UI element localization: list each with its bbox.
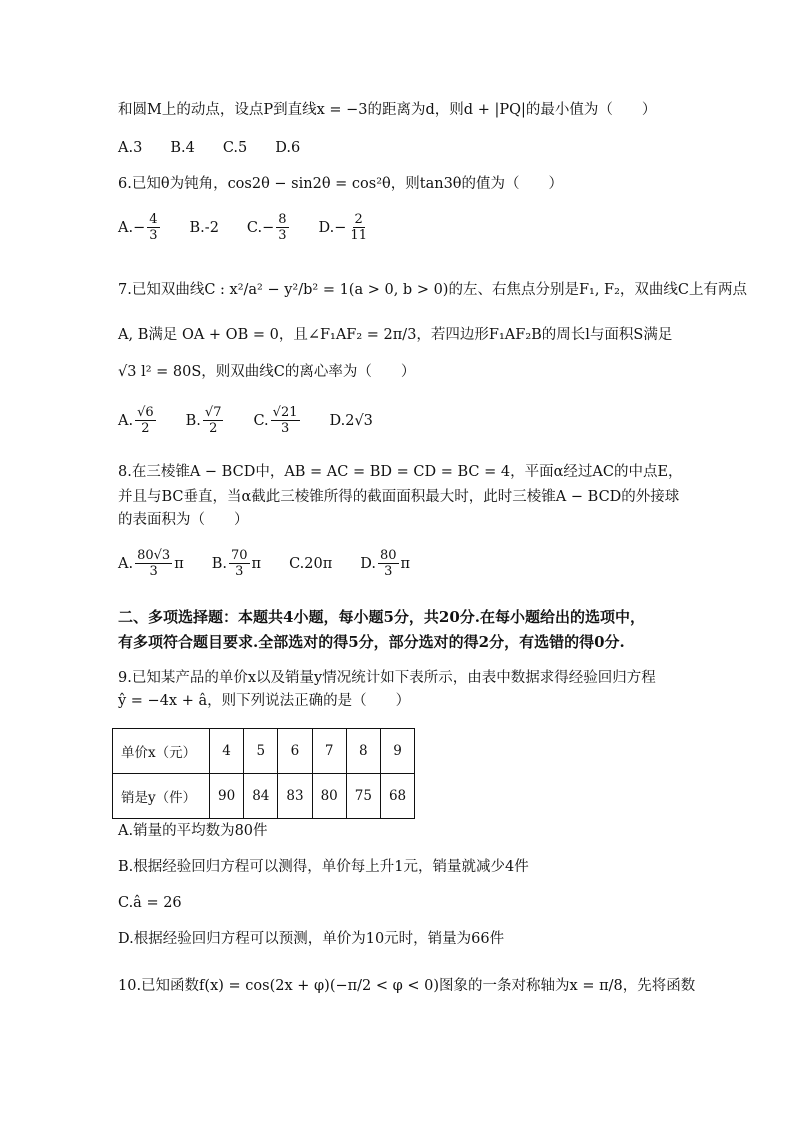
section-2-heading-line-1: 二、多项选择题：本题共4小题，每小题5分，共20分.在每小题给出的选项中，	[118, 608, 645, 626]
q6-stem: 6.已知θ为钝角，cos2θ − sin2θ = cos²θ，则tan3θ的值为（ ）	[118, 176, 564, 192]
q5-stem-continued: 和圆M上的动点，设点P到直线x = −3的距离为d，则d + |PQ|的最小值为（ ）	[118, 102, 657, 118]
q7-option-c: C. $\frac{√21}{3}$	[253, 405, 298, 436]
table-cell: 83	[278, 774, 312, 819]
table-cell: 80	[312, 774, 346, 819]
table-row	[113, 774, 415, 819]
q5-option-d: D.6	[275, 140, 301, 156]
q5-option-c: C.5	[222, 140, 248, 156]
q9-option-c: C.â = 26	[118, 895, 182, 911]
q8-option-b: B. $\frac{70}{3}$ π	[211, 548, 262, 579]
q7-option-a: A. $\frac{√6}{2}$	[118, 405, 154, 436]
q7-stem-line-2: A, B满足 OA + OB = 0，且∠F₁AF₂ = 2π/3，若四边形F₁AF₂B的周长l与面积S满足	[118, 327, 673, 343]
q9-stem-line-2: ŷ = −4x + â，则下列说法正确的是（ ）	[118, 693, 411, 709]
table-cell: 7	[312, 729, 346, 774]
table-cell: 5	[244, 729, 278, 774]
table-cell: 9	[380, 729, 414, 774]
q6-option-d: D. − $\frac{2}{11}$	[318, 212, 367, 243]
q7-stem-line-3: √3 l² = 80S，则双曲线C的离心率为（ ）	[118, 364, 416, 380]
q7-options	[118, 405, 401, 436]
q9-stem-line-1: 9.已知某产品的单价x以及销量y情况统计如下表所示，由表中数据求得经验回归方程	[118, 670, 656, 686]
q6-option-c: C. − $\frac{8}{3}$	[246, 212, 287, 243]
table-cell: 8	[346, 729, 380, 774]
q6-options	[118, 212, 399, 243]
q8-stem-line-1: 8.在三棱锥A − BCD中，AB = AC = BD = CD = BC = 4，平面α经过AC的中点E，	[118, 464, 683, 480]
price-sales-table	[112, 728, 415, 819]
q5-option-a: A.3	[118, 140, 143, 156]
q5-option-b: B.4	[170, 140, 195, 156]
table-row-header: 销是y（件）	[113, 774, 210, 819]
table-cell: 4	[210, 729, 244, 774]
q8-stem-line-2: 并且与BC垂直，当α截此三棱锥所得的截面面积最大时，此时三棱锥A − BCD的外接球	[118, 489, 680, 505]
q7-option-d: D. 2√3	[329, 412, 373, 429]
q6-option-a: A. − $\frac{4}{3}$	[118, 212, 158, 243]
table-cell: 84	[244, 774, 278, 819]
q6-option-b: B. -2	[189, 219, 219, 236]
table-row-header: 单价x（元）	[113, 729, 210, 774]
table-row	[113, 729, 415, 774]
q8-option-d: D. $\frac{80}{3}$ π	[360, 548, 411, 579]
q9-option-a: A.销量的平均数为80件	[118, 823, 268, 839]
section-2-heading-line-2: 有多项符合题目要求.全部选对的得5分，部分选对的得2分，有选错的得0分.	[118, 633, 625, 651]
q5-options	[118, 138, 328, 158]
q7-option-b: B. $\frac{√7}{2}$	[185, 405, 222, 436]
q8-option-c: C. 20π	[289, 555, 333, 572]
table-cell: 90	[210, 774, 244, 819]
q7-stem-line-1: 7.已知双曲线C : x²/a² − y²/b² = 1(a > 0, b > 0)的左、右焦点分别是F₁, F₂，双曲线C上有两点	[118, 282, 748, 298]
q8-option-a: A. $\frac{80√3}{3}$ π	[118, 548, 184, 579]
table-cell: 68	[380, 774, 414, 819]
q9-option-b: B.根据经验回归方程可以测得，单价每上升1元，销量就减少4件	[118, 859, 529, 875]
table-cell: 6	[278, 729, 312, 774]
q8-stem-line-3: 的表面积为（ ）	[118, 512, 249, 528]
table-cell: 75	[346, 774, 380, 819]
q8-options	[118, 548, 438, 579]
q9-option-d: D.根据经验回归方程可以预测，单价为10元时，销量为66件	[118, 931, 505, 947]
q10-stem-line-1: 10.已知函数f(x) = cos(2x + φ)(−π/2 < φ < 0)图象的一条对称轴为x = π/8，先将函数	[118, 978, 696, 994]
